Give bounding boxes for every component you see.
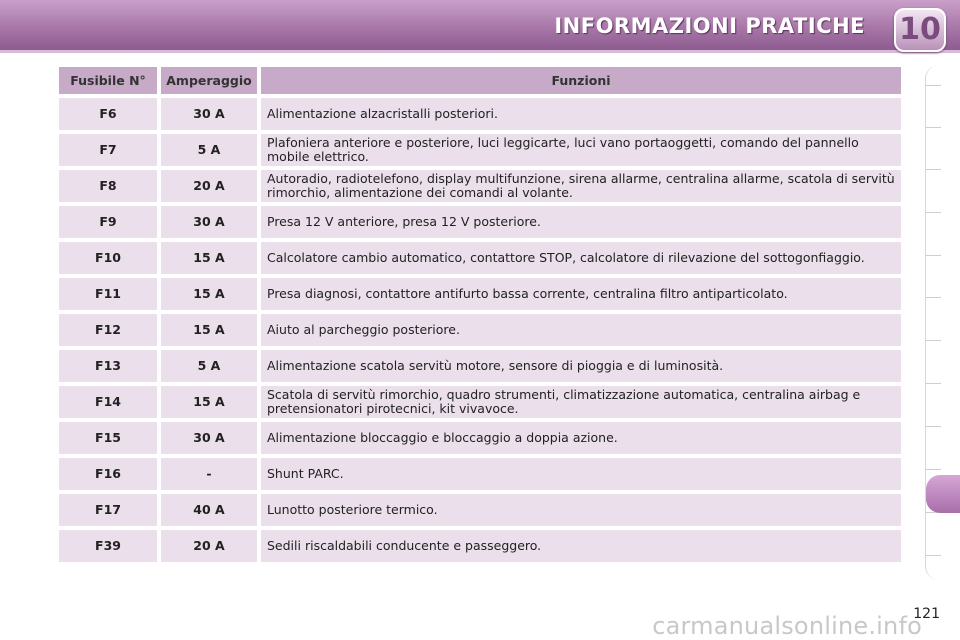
fuse-number: F15	[59, 422, 157, 454]
fuse-number: F10	[59, 242, 157, 274]
chapter-tab-divider	[925, 212, 941, 213]
function-description: Scatola di servitù rimorchio, quadro strumenti, climatizzazione automatica, centralina airbag e pretensionatori pirotecnici, kit vivavoce.	[261, 386, 901, 418]
header-amperage: Amperaggio	[161, 67, 257, 94]
amperage: 15 A	[161, 386, 257, 418]
chapter-badge: 10	[894, 8, 946, 52]
amperage: 20 A	[161, 530, 257, 562]
table-row	[59, 458, 901, 490]
page-title: INFORMAZIONI PRATICHE	[554, 14, 865, 38]
amperage: 30 A	[161, 206, 257, 238]
amperage: 15 A	[161, 314, 257, 346]
fuse-number: F6	[59, 98, 157, 130]
function-description: Plafoniera anteriore e posteriore, luci leggicarte, luci vano portaoggetti, comando del pannello mobile elettrico.	[261, 134, 901, 166]
function-description: Lunotto posteriore termico.	[261, 494, 901, 526]
fuse-number: F12	[59, 314, 157, 346]
amperage: 30 A	[161, 98, 257, 130]
amperage: 15 A	[161, 242, 257, 274]
function-description: Alimentazione scatola servitù motore, sensore di pioggia e di luminosità.	[261, 350, 901, 382]
table-row	[59, 98, 901, 130]
function-description: Aiuto al parcheggio posteriore.	[261, 314, 901, 346]
fuse-number: F14	[59, 386, 157, 418]
amperage: 20 A	[161, 170, 257, 202]
header-fuse-number: Fusibile N°	[59, 67, 157, 94]
function-description: Shunt PARC.	[261, 458, 901, 490]
header-functions: Funzioni	[261, 67, 901, 94]
fuse-number: F11	[59, 278, 157, 310]
header-strip	[0, 50, 960, 53]
chapter-tab-divider	[925, 426, 941, 427]
function-description: Calcolatore cambio automatico, contattore STOP, calcolatore di rilevazione del sottogonfiaggio.	[261, 242, 901, 274]
table-row	[59, 206, 901, 238]
chapter-tab-divider	[925, 297, 941, 298]
chapter-tab-divider	[925, 255, 941, 256]
table-row	[59, 278, 901, 310]
amperage: 5 A	[161, 134, 257, 166]
amperage: -	[161, 458, 257, 490]
chapter-tab-divider	[925, 469, 941, 470]
table-row	[59, 494, 901, 526]
function-description: Alimentazione alzacristalli posteriori.	[261, 98, 901, 130]
chapter-tab-divider	[925, 555, 941, 556]
fuse-number: F16	[59, 458, 157, 490]
function-description: Presa diagnosi, contattore antifurto bassa corrente, centralina filtro antiparticolato.	[261, 278, 901, 310]
fuse-number: F17	[59, 494, 157, 526]
fuse-table	[55, 63, 905, 566]
table-row	[59, 386, 901, 418]
fuse-number: F13	[59, 350, 157, 382]
amperage: 40 A	[161, 494, 257, 526]
table-row	[59, 530, 901, 562]
table-row	[59, 242, 901, 274]
watermark: carmanualsonline.info	[652, 612, 922, 640]
page-number: 121	[913, 606, 940, 622]
fuse-number: F7	[59, 134, 157, 166]
amperage: 15 A	[161, 278, 257, 310]
function-description: Presa 12 V anteriore, presa 12 V posteriore.	[261, 206, 901, 238]
table-row	[59, 350, 901, 382]
table-row	[59, 314, 901, 346]
chapter-tab-divider	[925, 127, 941, 128]
chapter-tab-divider	[925, 340, 941, 341]
function-description: Sedili riscaldabili conducente e passeggero.	[261, 530, 901, 562]
table-row	[59, 422, 901, 454]
function-description: Alimentazione bloccaggio e bloccaggio a doppia azione.	[261, 422, 901, 454]
chapter-tab-divider	[925, 85, 941, 86]
fuse-number: F9	[59, 206, 157, 238]
table-row	[59, 170, 901, 202]
fuse-number: F39	[59, 530, 157, 562]
chapter-tab-divider	[925, 169, 941, 170]
chapter-tab-divider	[925, 383, 941, 384]
active-chapter-tab[interactable]	[926, 475, 960, 513]
function-description: Autoradio, radiotelefono, display multifunzione, sirena allarme, centralina allarme, scatola di servitù rimorchio, alimentazione dei comandi al volante.	[261, 170, 901, 202]
table-row	[59, 134, 901, 166]
amperage: 30 A	[161, 422, 257, 454]
fuse-number: F8	[59, 170, 157, 202]
amperage: 5 A	[161, 350, 257, 382]
table-header-row	[59, 67, 901, 94]
